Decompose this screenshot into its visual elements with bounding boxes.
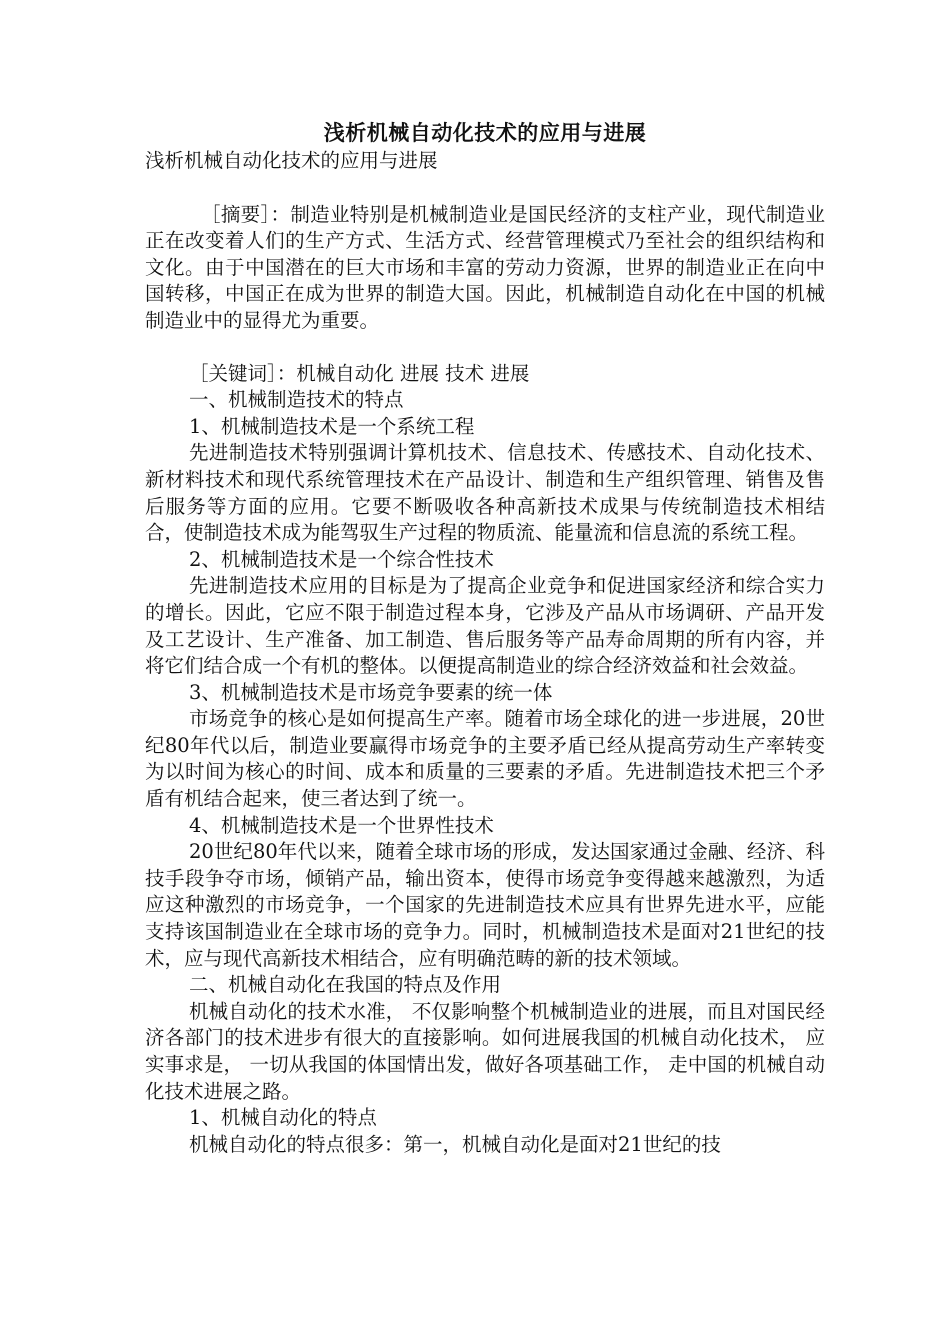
body-paragraph: 先进制造技术特别强调计算机技术、信息技术、传感技术、自动化技术、新材料技术和现代系统管理技术在产品设计、制造和生产组织管理、销售及售后服务等方面的应用。它要不断吸收各种高新技术成果与传统制造技术相结合，使制造技术成为能驾驭生产过程的物质流、能量流和信息流的系统工程。 [145, 441, 825, 545]
body-paragraph: 机械自动化的特点很多：第一，机械自动化是面对21世纪的技 [189, 1132, 721, 1156]
subsection-heading-1-1: 1、机械制造技术是一个系统工程 [189, 414, 475, 438]
abstract-paragraph: ［摘要］：制造业特别是机械制造业是国民经济的支柱产业，现代制造业正在改变着人们的生产方式、生活方式、经营管理模式乃至社会的组织结构和文化。由于中国潜在的巨大市场和丰富的劳动力资源，世界的制造业正在向中国转移，中国正在成为世界的制造大国。因此，机械制造自动化在中国的机械制造业中的显得尤为重要。 [145, 202, 825, 332]
section-heading-1: 一、机械制造技术的特点 [189, 388, 404, 412]
subsection-heading-1-3: 3、机械制造技术是市场竞争要素的统一体 [189, 680, 553, 704]
keywords-line: ［关键词］：机械自动化 进展 技术 进展 [189, 361, 530, 385]
document-title: 浅析机械自动化技术的应用与进展 [323, 120, 647, 145]
subsection-heading-1-4: 4、机械制造技术是一个世界性技术 [189, 813, 494, 837]
body-paragraph: 先进制造技术应用的目标是为了提高企业竞争和促进国家经济和综合实力的增长。因此，它应不限于制造过程本身，它涉及产品从市场调研、产品开发及工艺设计、生产准备、加工制造、售后服务等产品寿命周期的所有内容，并将它们结合成一个有机的整体。以便提高制造业的综合经济效益和社会效益。 [145, 574, 825, 678]
document-subtitle: 浅析机械自动化技术的应用与进展 [145, 149, 438, 172]
body-paragraph: 20世纪80年代以来，随着全球市场的形成，发达国家通过金融、经济、科技手段争夺市场，倾销产品，输出资本，使得市场竞争变得越来越激烈，为适应这种激烈的市场竞争，一个国家的先进制造技术应具有世界先进水平，应能支持该国制造业在全球市场的竞争力。同时，机械制造技术是面对21世纪的技术，应与现代高新技术相结合，应有明确范畴的新的技术领域。 [145, 840, 825, 970]
subsection-heading-1-2: 2、机械制造技术是一个综合性技术 [189, 547, 494, 571]
section-heading-2: 二、机械自动化在我国的特点及作用 [189, 973, 502, 997]
document-page [145, 118, 825, 1158]
subsection-heading-2-1: 1、机械自动化的特点 [189, 1106, 377, 1130]
body-paragraph: 机械自动化的技术水准， 不仅影响整个机械制造业的进展，而且对国民经济各部门的技术进步有很大的直接影响。如何进展我国的机械自动化技术， 应实事求是， 一切从我国的体国情出发，做好各项基础工作， 走中国的机械自动化技术进展之路。 [145, 999, 825, 1103]
body-paragraph: 市场竞争的核心是如何提高生产率。随着市场全球化的进一步进展，20世纪80年代以后，制造业要赢得市场竞争的主要矛盾已经从提高劳动生产率转变为以时间为核心的时间、成本和质量的三要素的矛盾。先进制造技术把三个矛盾有机结合起来，使三者达到了统一。 [145, 707, 825, 811]
